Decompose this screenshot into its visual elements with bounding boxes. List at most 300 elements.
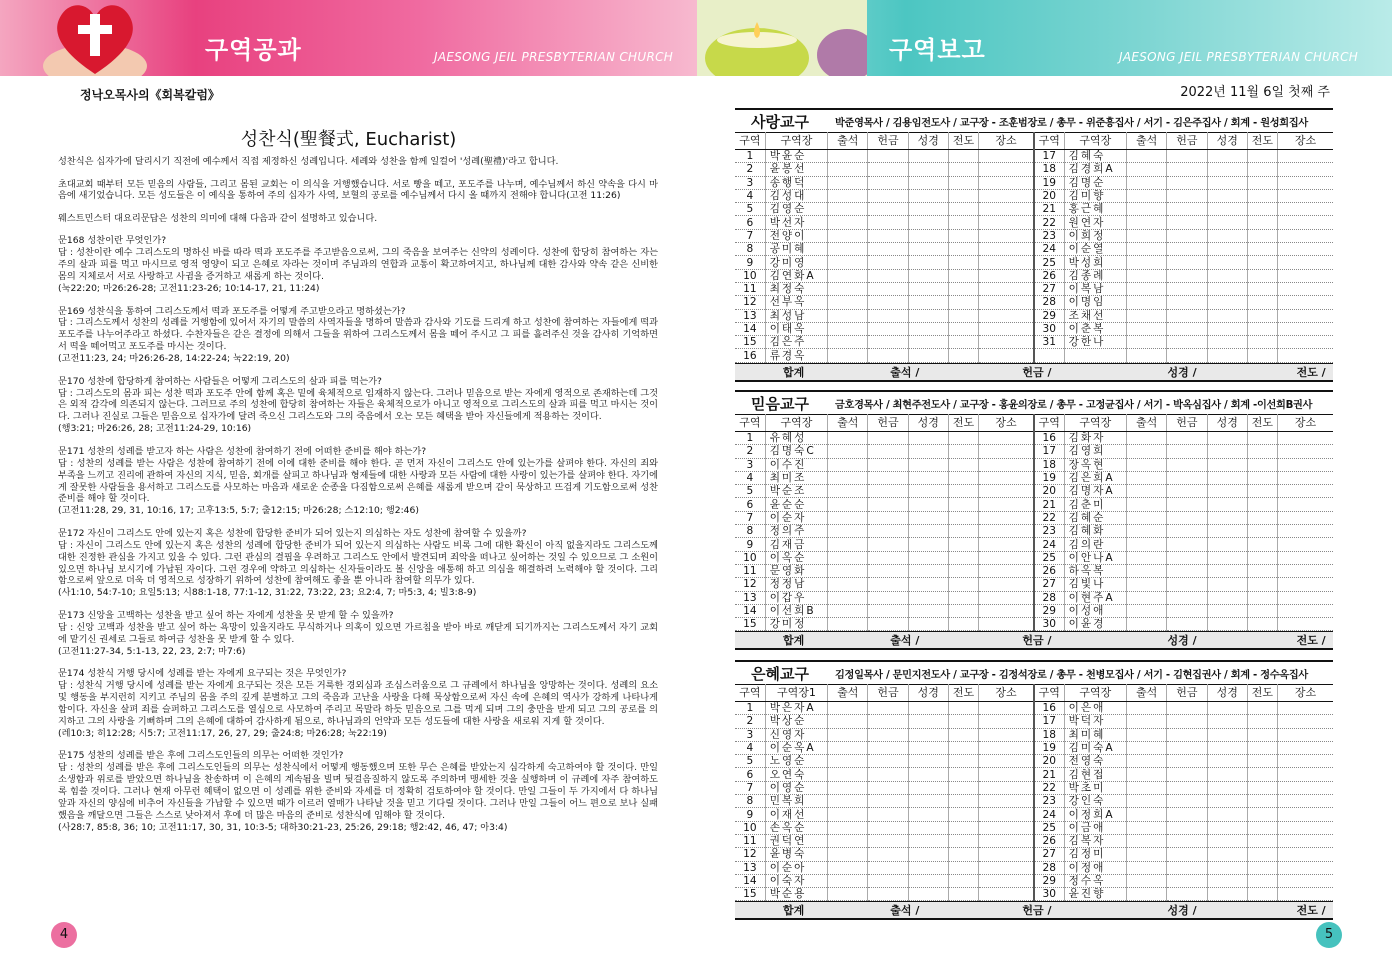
offering-cell[interactable] <box>868 618 908 631</box>
bible-cell[interactable] <box>908 296 948 309</box>
attendance-cell[interactable] <box>828 150 868 163</box>
offering-cell[interactable] <box>1167 269 1207 282</box>
attendance-cell[interactable] <box>828 511 868 524</box>
bible-cell[interactable] <box>1207 888 1247 901</box>
bible-cell[interactable] <box>908 322 948 335</box>
evangelism-cell[interactable] <box>948 808 978 821</box>
attendance-cell[interactable] <box>828 702 868 715</box>
evangelism-cell[interactable] <box>948 511 978 524</box>
evangelism-cell[interactable] <box>948 203 978 216</box>
attendance-cell[interactable] <box>1127 189 1167 202</box>
offering-cell[interactable] <box>1167 525 1207 538</box>
attendance-cell[interactable] <box>1127 755 1167 768</box>
evangelism-cell[interactable] <box>948 432 978 445</box>
attendance-cell[interactable] <box>1127 795 1167 808</box>
offering-cell[interactable] <box>1167 203 1207 216</box>
evangelism-cell[interactable] <box>948 309 978 322</box>
attendance-cell[interactable] <box>1127 243 1167 256</box>
place-cell[interactable] <box>1278 458 1333 471</box>
attendance-cell[interactable] <box>828 269 868 282</box>
bible-cell[interactable] <box>908 282 948 295</box>
offering-cell[interactable] <box>1167 458 1207 471</box>
offering-cell[interactable] <box>868 322 908 335</box>
offering-cell[interactable] <box>1167 189 1207 202</box>
bible-cell[interactable] <box>1207 150 1247 163</box>
attendance-cell[interactable] <box>1127 715 1167 728</box>
evangelism-cell[interactable] <box>948 795 978 808</box>
offering-cell[interactable] <box>868 604 908 617</box>
offering-cell[interactable] <box>868 848 908 861</box>
attendance-cell[interactable] <box>828 808 868 821</box>
evangelism-cell[interactable] <box>1247 216 1277 229</box>
bible-cell[interactable] <box>1207 322 1247 335</box>
bible-cell[interactable] <box>1207 821 1247 834</box>
place-cell[interactable] <box>1278 176 1333 189</box>
offering-cell[interactable] <box>868 243 908 256</box>
offering-cell[interactable] <box>1167 485 1207 498</box>
place-cell[interactable] <box>1278 834 1333 847</box>
attendance-cell[interactable] <box>1127 834 1167 847</box>
offering-cell[interactable] <box>868 163 908 176</box>
offering-cell[interactable] <box>868 551 908 564</box>
attendance-cell[interactable] <box>828 741 868 754</box>
attendance-cell[interactable] <box>1127 728 1167 741</box>
attendance-cell[interactable] <box>828 216 868 229</box>
offering-cell[interactable] <box>1167 578 1207 591</box>
bible-cell[interactable] <box>1207 282 1247 295</box>
offering-cell[interactable] <box>1167 349 1207 362</box>
offering-cell[interactable] <box>1167 604 1207 617</box>
evangelism-cell[interactable] <box>948 848 978 861</box>
offering-cell[interactable] <box>1167 861 1207 874</box>
bible-cell[interactable] <box>908 498 948 511</box>
place-cell[interactable] <box>979 471 1034 484</box>
attendance-cell[interactable] <box>1127 874 1167 887</box>
offering-cell[interactable] <box>1167 296 1207 309</box>
place-cell[interactable] <box>1278 445 1333 458</box>
bible-cell[interactable] <box>1207 768 1247 781</box>
place-cell[interactable] <box>1278 282 1333 295</box>
place-cell[interactable] <box>1278 485 1333 498</box>
offering-cell[interactable] <box>1167 150 1207 163</box>
evangelism-cell[interactable] <box>1247 618 1277 631</box>
attendance-cell[interactable] <box>828 282 868 295</box>
evangelism-cell[interactable] <box>948 564 978 577</box>
place-cell[interactable] <box>1278 781 1333 794</box>
place-cell[interactable] <box>1278 578 1333 591</box>
offering-cell[interactable] <box>1167 498 1207 511</box>
bible-cell[interactable] <box>1207 781 1247 794</box>
evangelism-cell[interactable] <box>948 618 978 631</box>
evangelism-cell[interactable] <box>948 176 978 189</box>
attendance-cell[interactable] <box>1127 216 1167 229</box>
offering-cell[interactable] <box>868 702 908 715</box>
place-cell[interactable] <box>1278 848 1333 861</box>
offering-cell[interactable] <box>1167 564 1207 577</box>
attendance-cell[interactable] <box>828 336 868 349</box>
evangelism-cell[interactable] <box>948 702 978 715</box>
evangelism-cell[interactable] <box>948 229 978 242</box>
evangelism-cell[interactable] <box>948 781 978 794</box>
bible-cell[interactable] <box>908 578 948 591</box>
evangelism-cell[interactable] <box>948 322 978 335</box>
bible-cell[interactable] <box>908 189 948 202</box>
evangelism-cell[interactable] <box>948 349 978 362</box>
offering-cell[interactable] <box>868 834 908 847</box>
place-cell[interactable] <box>979 216 1034 229</box>
place-cell[interactable] <box>979 322 1034 335</box>
attendance-cell[interactable] <box>1127 741 1167 754</box>
bible-cell[interactable] <box>908 256 948 269</box>
place-cell[interactable] <box>1278 538 1333 551</box>
place-cell[interactable] <box>979 296 1034 309</box>
place-cell[interactable] <box>979 189 1034 202</box>
evangelism-cell[interactable] <box>1247 458 1277 471</box>
attendance-cell[interactable] <box>1127 282 1167 295</box>
evangelism-cell[interactable] <box>1247 525 1277 538</box>
attendance-cell[interactable] <box>1127 861 1167 874</box>
attendance-cell[interactable] <box>828 781 868 794</box>
evangelism-cell[interactable] <box>1247 861 1277 874</box>
place-cell[interactable] <box>979 781 1034 794</box>
bible-cell[interactable] <box>908 874 948 887</box>
offering-cell[interactable] <box>1167 432 1207 445</box>
attendance-cell[interactable] <box>828 203 868 216</box>
bible-cell[interactable] <box>908 458 948 471</box>
offering-cell[interactable] <box>1167 702 1207 715</box>
offering-cell[interactable] <box>868 728 908 741</box>
attendance-cell[interactable] <box>828 795 868 808</box>
bible-cell[interactable] <box>908 538 948 551</box>
bible-cell[interactable] <box>908 715 948 728</box>
attendance-cell[interactable] <box>828 471 868 484</box>
attendance-cell[interactable] <box>828 578 868 591</box>
place-cell[interactable] <box>979 768 1034 781</box>
bible-cell[interactable] <box>1207 445 1247 458</box>
offering-cell[interactable] <box>868 511 908 524</box>
attendance-cell[interactable] <box>1127 618 1167 631</box>
place-cell[interactable] <box>979 309 1034 322</box>
evangelism-cell[interactable] <box>1247 256 1277 269</box>
offering-cell[interactable] <box>1167 834 1207 847</box>
place-cell[interactable] <box>1278 888 1333 901</box>
attendance-cell[interactable] <box>828 163 868 176</box>
bible-cell[interactable] <box>1207 525 1247 538</box>
evangelism-cell[interactable] <box>948 216 978 229</box>
attendance-cell[interactable] <box>828 564 868 577</box>
evangelism-cell[interactable] <box>948 591 978 604</box>
evangelism-cell[interactable] <box>948 604 978 617</box>
bible-cell[interactable] <box>908 781 948 794</box>
place-cell[interactable] <box>1278 498 1333 511</box>
place-cell[interactable] <box>979 243 1034 256</box>
place-cell[interactable] <box>1278 874 1333 887</box>
attendance-cell[interactable] <box>828 498 868 511</box>
bible-cell[interactable] <box>1207 848 1247 861</box>
offering-cell[interactable] <box>1167 322 1207 335</box>
place-cell[interactable] <box>1278 269 1333 282</box>
offering-cell[interactable] <box>868 781 908 794</box>
place-cell[interactable] <box>1278 243 1333 256</box>
bible-cell[interactable] <box>908 511 948 524</box>
bible-cell[interactable] <box>1207 349 1247 362</box>
offering-cell[interactable] <box>868 591 908 604</box>
evangelism-cell[interactable] <box>1247 781 1277 794</box>
bible-cell[interactable] <box>1207 564 1247 577</box>
bible-cell[interactable] <box>908 768 948 781</box>
offering-cell[interactable] <box>868 538 908 551</box>
evangelism-cell[interactable] <box>1247 445 1277 458</box>
bible-cell[interactable] <box>908 861 948 874</box>
bible-cell[interactable] <box>908 551 948 564</box>
place-cell[interactable] <box>979 269 1034 282</box>
bible-cell[interactable] <box>1207 511 1247 524</box>
evangelism-cell[interactable] <box>1247 243 1277 256</box>
offering-cell[interactable] <box>868 229 908 242</box>
evangelism-cell[interactable] <box>1247 604 1277 617</box>
place-cell[interactable] <box>979 564 1034 577</box>
bible-cell[interactable] <box>908 604 948 617</box>
offering-cell[interactable] <box>868 282 908 295</box>
place-cell[interactable] <box>979 445 1034 458</box>
bible-cell[interactable] <box>1207 728 1247 741</box>
evangelism-cell[interactable] <box>1247 309 1277 322</box>
bible-cell[interactable] <box>1207 715 1247 728</box>
evangelism-cell[interactable] <box>948 538 978 551</box>
bible-cell[interactable] <box>1207 176 1247 189</box>
place-cell[interactable] <box>1278 795 1333 808</box>
attendance-cell[interactable] <box>1127 888 1167 901</box>
attendance-cell[interactable] <box>828 485 868 498</box>
place-cell[interactable] <box>1278 432 1333 445</box>
offering-cell[interactable] <box>1167 755 1207 768</box>
offering-cell[interactable] <box>1167 821 1207 834</box>
place-cell[interactable] <box>979 256 1034 269</box>
place-cell[interactable] <box>979 349 1034 362</box>
offering-cell[interactable] <box>868 336 908 349</box>
place-cell[interactable] <box>1278 163 1333 176</box>
attendance-cell[interactable] <box>828 618 868 631</box>
place-cell[interactable] <box>979 176 1034 189</box>
evangelism-cell[interactable] <box>1247 150 1277 163</box>
evangelism-cell[interactable] <box>1247 715 1277 728</box>
offering-cell[interactable] <box>1167 229 1207 242</box>
evangelism-cell[interactable] <box>1247 888 1277 901</box>
evangelism-cell[interactable] <box>948 728 978 741</box>
attendance-cell[interactable] <box>1127 591 1167 604</box>
evangelism-cell[interactable] <box>948 821 978 834</box>
evangelism-cell[interactable] <box>948 163 978 176</box>
attendance-cell[interactable] <box>828 309 868 322</box>
evangelism-cell[interactable] <box>948 296 978 309</box>
offering-cell[interactable] <box>1167 511 1207 524</box>
place-cell[interactable] <box>1278 861 1333 874</box>
attendance-cell[interactable] <box>828 445 868 458</box>
attendance-cell[interactable] <box>1127 432 1167 445</box>
place-cell[interactable] <box>979 538 1034 551</box>
offering-cell[interactable] <box>1167 741 1207 754</box>
offering-cell[interactable] <box>868 795 908 808</box>
place-cell[interactable] <box>979 808 1034 821</box>
place-cell[interactable] <box>1278 604 1333 617</box>
attendance-cell[interactable] <box>1127 604 1167 617</box>
place-cell[interactable] <box>1278 309 1333 322</box>
offering-cell[interactable] <box>868 755 908 768</box>
evangelism-cell[interactable] <box>1247 485 1277 498</box>
offering-cell[interactable] <box>1167 336 1207 349</box>
place-cell[interactable] <box>979 591 1034 604</box>
bible-cell[interactable] <box>908 821 948 834</box>
place-cell[interactable] <box>1278 702 1333 715</box>
attendance-cell[interactable] <box>828 848 868 861</box>
offering-cell[interactable] <box>868 216 908 229</box>
bible-cell[interactable] <box>908 203 948 216</box>
offering-cell[interactable] <box>868 269 908 282</box>
offering-cell[interactable] <box>1167 176 1207 189</box>
offering-cell[interactable] <box>868 525 908 538</box>
place-cell[interactable] <box>1278 150 1333 163</box>
bible-cell[interactable] <box>908 702 948 715</box>
attendance-cell[interactable] <box>1127 808 1167 821</box>
attendance-cell[interactable] <box>828 349 868 362</box>
bible-cell[interactable] <box>1207 591 1247 604</box>
evangelism-cell[interactable] <box>1247 336 1277 349</box>
evangelism-cell[interactable] <box>948 741 978 754</box>
attendance-cell[interactable] <box>828 176 868 189</box>
attendance-cell[interactable] <box>828 591 868 604</box>
bible-cell[interactable] <box>1207 189 1247 202</box>
attendance-cell[interactable] <box>1127 702 1167 715</box>
offering-cell[interactable] <box>868 874 908 887</box>
attendance-cell[interactable] <box>1127 564 1167 577</box>
evangelism-cell[interactable] <box>948 458 978 471</box>
attendance-cell[interactable] <box>1127 781 1167 794</box>
offering-cell[interactable] <box>868 458 908 471</box>
place-cell[interactable] <box>979 203 1034 216</box>
bible-cell[interactable] <box>1207 229 1247 242</box>
offering-cell[interactable] <box>868 821 908 834</box>
evangelism-cell[interactable] <box>1247 834 1277 847</box>
place-cell[interactable] <box>1278 741 1333 754</box>
place-cell[interactable] <box>979 150 1034 163</box>
place-cell[interactable] <box>1278 322 1333 335</box>
attendance-cell[interactable] <box>1127 445 1167 458</box>
attendance-cell[interactable] <box>828 768 868 781</box>
place-cell[interactable] <box>1278 256 1333 269</box>
place-cell[interactable] <box>979 336 1034 349</box>
place-cell[interactable] <box>979 741 1034 754</box>
bible-cell[interactable] <box>1207 578 1247 591</box>
attendance-cell[interactable] <box>1127 471 1167 484</box>
bible-cell[interactable] <box>908 795 948 808</box>
bible-cell[interactable] <box>908 525 948 538</box>
offering-cell[interactable] <box>1167 216 1207 229</box>
evangelism-cell[interactable] <box>948 336 978 349</box>
evangelism-cell[interactable] <box>1247 848 1277 861</box>
offering-cell[interactable] <box>868 189 908 202</box>
evangelism-cell[interactable] <box>1247 163 1277 176</box>
evangelism-cell[interactable] <box>1247 591 1277 604</box>
bible-cell[interactable] <box>908 243 948 256</box>
place-cell[interactable] <box>979 618 1034 631</box>
evangelism-cell[interactable] <box>1247 551 1277 564</box>
offering-cell[interactable] <box>1167 768 1207 781</box>
evangelism-cell[interactable] <box>1247 229 1277 242</box>
bible-cell[interactable] <box>908 445 948 458</box>
offering-cell[interactable] <box>1167 795 1207 808</box>
bible-cell[interactable] <box>1207 741 1247 754</box>
offering-cell[interactable] <box>1167 781 1207 794</box>
evangelism-cell[interactable] <box>1247 795 1277 808</box>
attendance-cell[interactable] <box>1127 309 1167 322</box>
bible-cell[interactable] <box>1207 755 1247 768</box>
evangelism-cell[interactable] <box>1247 432 1277 445</box>
place-cell[interactable] <box>979 282 1034 295</box>
offering-cell[interactable] <box>868 888 908 901</box>
offering-cell[interactable] <box>868 432 908 445</box>
bible-cell[interactable] <box>908 163 948 176</box>
offering-cell[interactable] <box>868 768 908 781</box>
bible-cell[interactable] <box>908 834 948 847</box>
evangelism-cell[interactable] <box>948 282 978 295</box>
place-cell[interactable] <box>979 821 1034 834</box>
bible-cell[interactable] <box>908 269 948 282</box>
bible-cell[interactable] <box>1207 309 1247 322</box>
offering-cell[interactable] <box>1167 551 1207 564</box>
attendance-cell[interactable] <box>1127 322 1167 335</box>
bible-cell[interactable] <box>908 485 948 498</box>
bible-cell[interactable] <box>1207 834 1247 847</box>
attendance-cell[interactable] <box>1127 768 1167 781</box>
bible-cell[interactable] <box>908 150 948 163</box>
attendance-cell[interactable] <box>828 888 868 901</box>
evangelism-cell[interactable] <box>1247 821 1277 834</box>
offering-cell[interactable] <box>868 861 908 874</box>
evangelism-cell[interactable] <box>948 578 978 591</box>
offering-cell[interactable] <box>1167 591 1207 604</box>
bible-cell[interactable] <box>908 591 948 604</box>
attendance-cell[interactable] <box>828 861 868 874</box>
place-cell[interactable] <box>1278 216 1333 229</box>
bible-cell[interactable] <box>908 176 948 189</box>
bible-cell[interactable] <box>1207 256 1247 269</box>
place-cell[interactable] <box>979 874 1034 887</box>
bible-cell[interactable] <box>908 564 948 577</box>
place-cell[interactable] <box>1278 591 1333 604</box>
place-cell[interactable] <box>979 795 1034 808</box>
evangelism-cell[interactable] <box>1247 203 1277 216</box>
bible-cell[interactable] <box>1207 538 1247 551</box>
attendance-cell[interactable] <box>828 834 868 847</box>
bible-cell[interactable] <box>1207 243 1247 256</box>
place-cell[interactable] <box>979 498 1034 511</box>
offering-cell[interactable] <box>1167 163 1207 176</box>
attendance-cell[interactable] <box>1127 336 1167 349</box>
bible-cell[interactable] <box>1207 432 1247 445</box>
place-cell[interactable] <box>979 604 1034 617</box>
offering-cell[interactable] <box>868 485 908 498</box>
bible-cell[interactable] <box>1207 336 1247 349</box>
offering-cell[interactable] <box>1167 309 1207 322</box>
bible-cell[interactable] <box>1207 458 1247 471</box>
place-cell[interactable] <box>1278 229 1333 242</box>
evangelism-cell[interactable] <box>1247 808 1277 821</box>
evangelism-cell[interactable] <box>948 874 978 887</box>
bible-cell[interactable] <box>908 471 948 484</box>
place-cell[interactable] <box>1278 189 1333 202</box>
offering-cell[interactable] <box>868 741 908 754</box>
bible-cell[interactable] <box>1207 485 1247 498</box>
